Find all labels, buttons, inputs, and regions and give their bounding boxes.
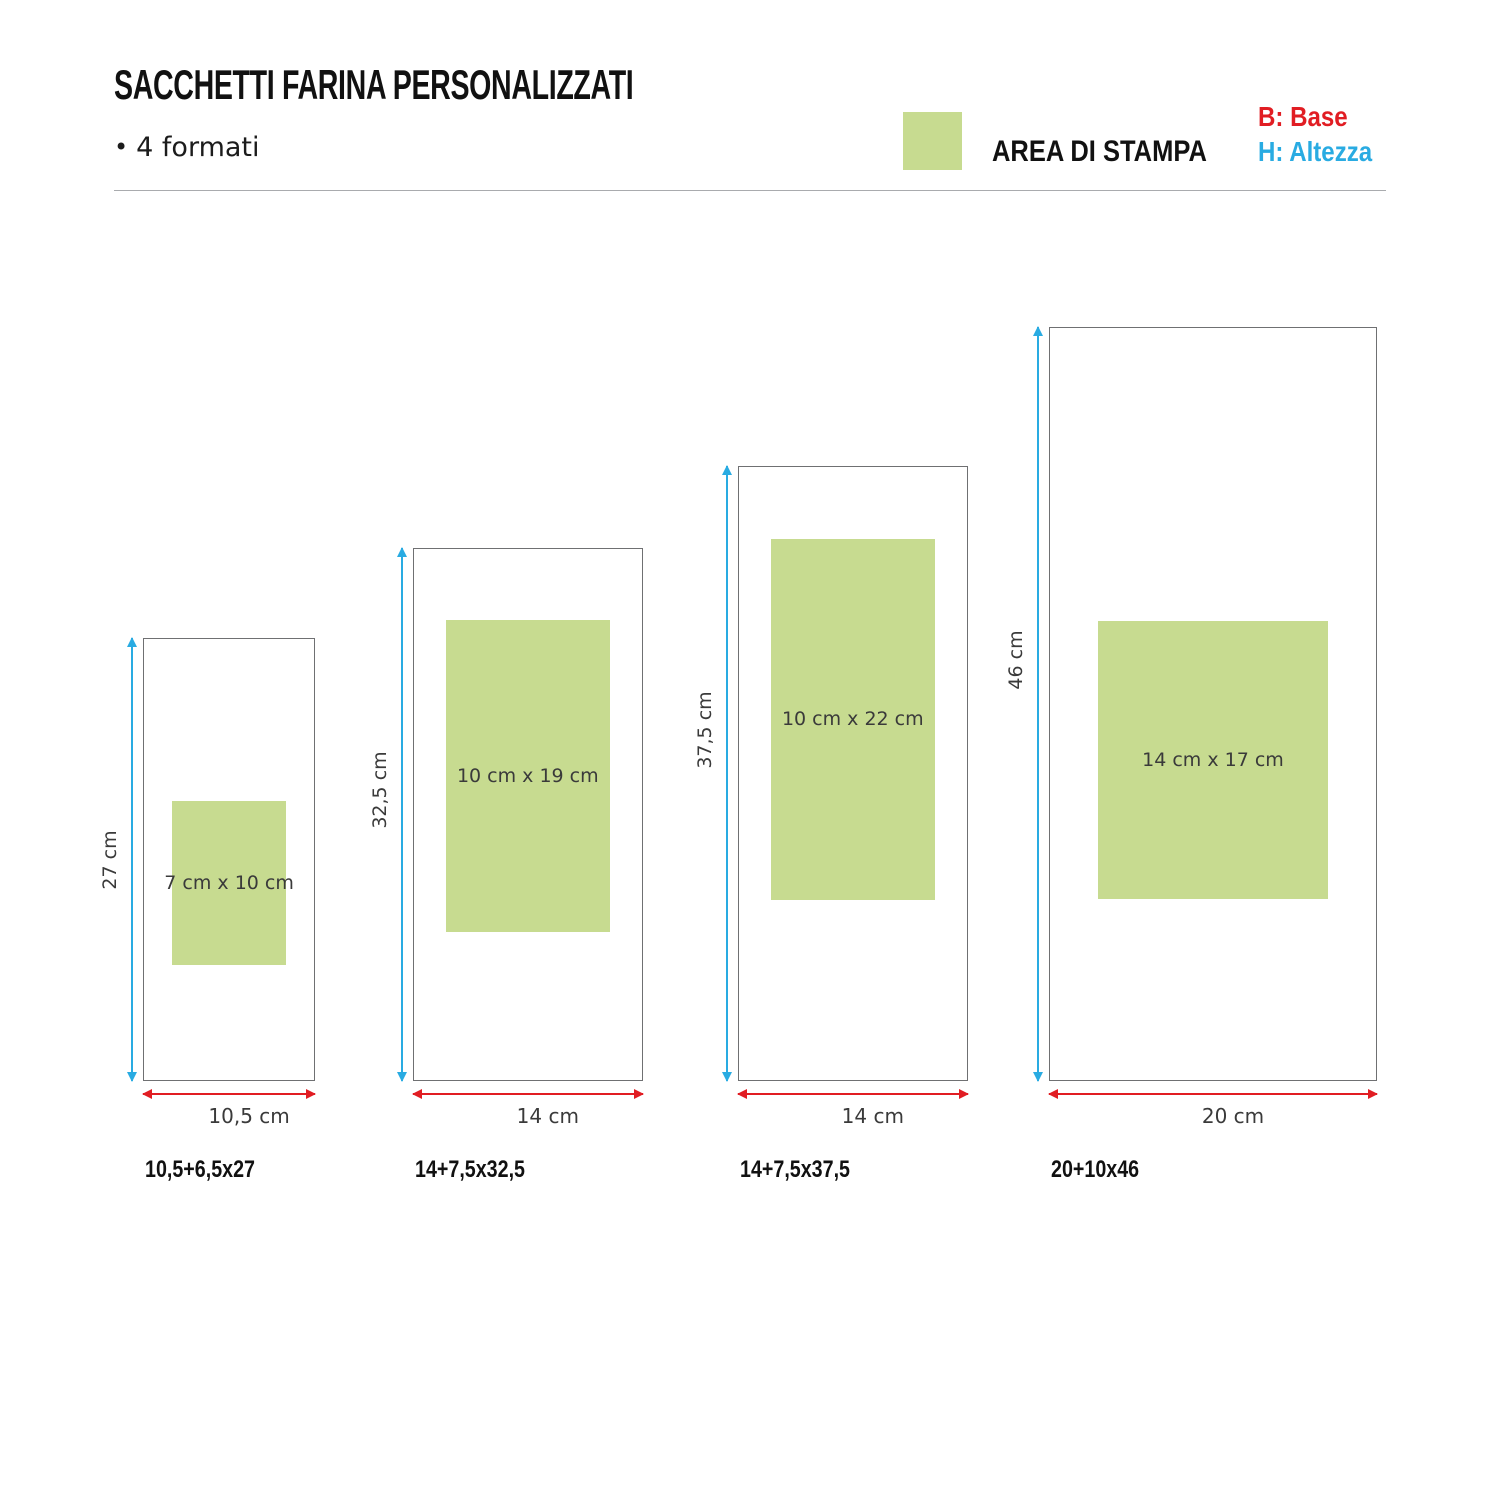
arrowhead-right-icon (959, 1089, 969, 1099)
print-area (164, 801, 294, 965)
formats-subtitle-label: 4 formati (136, 132, 260, 163)
bag-base-label: 14 cm (516, 1104, 579, 1128)
arrowhead-down-icon (1033, 1072, 1043, 1082)
page-title: SACCHETTI FARINA PERSONALIZZATI (114, 61, 634, 108)
bag-height-label: 27 cm (99, 830, 121, 890)
print-area (1098, 621, 1328, 900)
arrowhead-up-icon (722, 465, 732, 475)
height-legend-label: H: Altezza (1258, 136, 1373, 167)
bullet-icon: • (114, 133, 129, 161)
bag-height-label: 32,5 cm (369, 751, 391, 829)
base-dimension-arrow (1049, 1093, 1377, 1095)
base-dimension-arrow (143, 1093, 315, 1095)
print-area-label: 10 cm x 19 cm (456, 764, 599, 787)
print-area-legend-label: AREA DI STAMPA (992, 135, 1207, 168)
bag-format-label: 20+10x46 (1051, 1156, 1140, 1183)
arrowhead-right-icon (1368, 1089, 1378, 1099)
print-area-label: 10 cm x 22 cm (781, 708, 924, 731)
arrowhead-left-icon (737, 1089, 747, 1099)
print-area (446, 620, 610, 932)
print-area-swatch (903, 112, 962, 170)
bag-base-label: 14 cm (841, 1104, 904, 1128)
arrowhead-right-icon (306, 1089, 316, 1099)
bag-format-label: 14+7,5x32,5 (415, 1156, 525, 1183)
print-area (771, 539, 935, 900)
arrowhead-up-icon (397, 547, 407, 557)
arrowhead-right-icon (634, 1089, 644, 1099)
arrowhead-down-icon (722, 1072, 732, 1082)
bag-base-label: 20 cm (1201, 1104, 1265, 1128)
bag-format-label: 14+7,5x37,5 (740, 1156, 850, 1183)
base-dimension-arrow (738, 1093, 968, 1095)
dimension-legend (1258, 99, 1391, 169)
formats-subtitle (114, 132, 260, 163)
print-area-label: 7 cm x 10 cm (164, 872, 294, 895)
arrowhead-up-icon (1033, 326, 1043, 336)
base-dimension-arrow (413, 1093, 643, 1095)
arrowhead-left-icon (412, 1089, 422, 1099)
arrowhead-up-icon (127, 637, 137, 647)
height-dimension-arrow (1037, 327, 1039, 1081)
height-dimension-arrow (726, 466, 728, 1081)
bag-base-label: 10,5 cm (208, 1104, 290, 1128)
arrowhead-down-icon (397, 1072, 407, 1082)
arrowhead-left-icon (142, 1089, 152, 1099)
height-dimension-arrow (131, 638, 133, 1081)
height-dimension-arrow (401, 548, 403, 1081)
header-divider (114, 190, 1386, 191)
arrowhead-down-icon (127, 1072, 137, 1082)
bag-height-label: 46 cm (1005, 630, 1027, 690)
bag-format-label: 10,5+6,5x27 (145, 1156, 255, 1183)
bag-height-label: 37,5 cm (694, 691, 716, 769)
base-legend-label: B: Base (1258, 101, 1348, 132)
arrowhead-left-icon (1048, 1089, 1058, 1099)
print-area-label: 14 cm x 17 cm (1142, 748, 1284, 771)
